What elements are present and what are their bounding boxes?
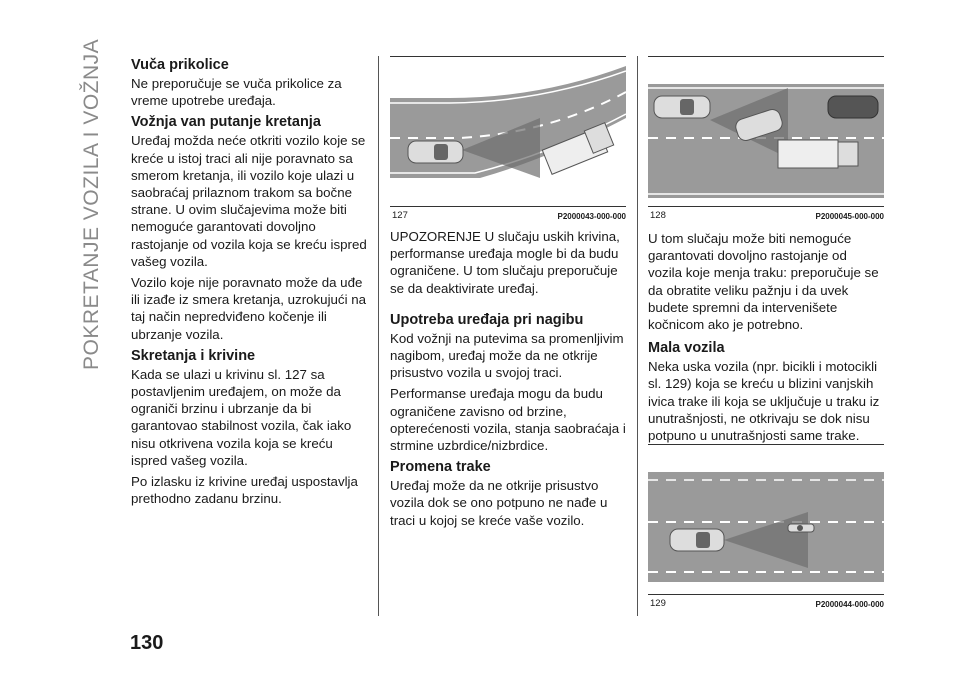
column-divider-1 [378, 56, 379, 616]
heading-trailer: Vuča prikolice [131, 57, 229, 73]
lane-change-illustration-icon [648, 58, 884, 204]
paragraph-slope-2: Performanse uređaja mogu da budu ograničene zavisno od brzine, opterećenosti vozila, stanja saobraćaja i strmine uzbrdice/nizbrdice. [390, 386, 626, 454]
paragraph-trailer: Ne preporučuje se vuča prikolice za vreme upotrebe uređaja. [131, 76, 342, 109]
figure-number: 127 [392, 210, 408, 221]
column-1 [131, 56, 367, 511]
figure-code-128: P2000045-000-000 [815, 212, 884, 221]
heading-curves: Skretanja i krivine [131, 347, 256, 364]
paragraph-small-vehicles: Neka uska vozila (npr. bicikli i motocikli sl. 129) koja se kreću u blizini vanjskih ivica trake ili koja se uključuje u traku iz unutrašnjosti, ne otkrivaju se dok nisu potpuno u unutrašnjosti same trake. [648, 359, 880, 444]
heading-lane-change: Promena trake [390, 459, 491, 476]
heading-slope: Upotreba uređaja pri nagibu [390, 311, 584, 328]
heading-offset-driving: Vožnja van putanje kretanja [131, 114, 321, 131]
chapter-title: POKRETANJE VOZILA I VOŽNJA [80, 38, 103, 370]
column-divider-2 [637, 56, 638, 616]
figure-128 [648, 56, 884, 222]
paragraph-slope-1: Kod vožnji na putevima sa promenljivim nagibom, uređaj može da ne otkrije prisustvo vozila u svojoj traci. [390, 330, 624, 381]
column-2 [390, 228, 626, 533]
paragraph-lane-change-advice: U tom slučaju može biti nemoguće garantovati dovoljno rastojanje od vozila koje menja traku: preporučuje se da obratite veliku pažnju i da uvek budete spremni da intervenišete kočnicom ako je potrebno. [648, 231, 879, 333]
paragraph-curves-1: Kada se ulazi u krivinu sl. 127 sa postavljenim uređajem, on može da ograniči brzinu i ubrzanje da bi garantovao stabilnost vozila, čak iako nisu otkrivena vozila koja se kreću ispred vašeg vozila. [131, 366, 352, 468]
paragraph-lane-change: Uređaj može da ne otkrije prisustvo vozila dok se ono potpuno ne nađe u traci u kojoj se kreće vaše vozilo. [390, 478, 608, 528]
figure-number-129: 129 [650, 598, 666, 609]
figure-129 [648, 444, 884, 610]
heading-small-vehicles: Mala vozila [648, 340, 725, 357]
motorcycle-illustration-icon [648, 450, 884, 590]
figure-code: P2000043-000-000 [557, 212, 626, 221]
paragraph-warning: UPOZORENJE U slučaju uskih krivina, performanse uređaja mogle bi da budu ograničene. U tom slučaju preporučuje se da deaktivirate uređaj. [390, 229, 620, 296]
paragraph-offset-2: Vozilo koje nije poravnato može da uđe ili izađe iz smera kretanja, uzrokujući na taj način nepredviđeno kočenje ili ubrzanje vozila. [131, 275, 367, 342]
chapter-sidebar [80, 40, 120, 370]
paragraph-curves-2: Po izlasku iz krivine uređaj uspostavlja prethodno zadanu brzinu. [131, 474, 358, 507]
figure-number-128: 128 [650, 210, 666, 221]
figure-127 [390, 56, 626, 222]
paragraph-offset-1: Uređaj možda neće otkriti vozilo koje se kreće u istoj traci ali nije poravnato sa smerom kretanja, ili vozilo koje ulazi u saobraćaj prilaznom trakom sa bočne strane. U ovim slučajevima može biti nemoguće garantovati dovoljno rastojanje od vozila koja se kreću ispred vašeg vozila. [131, 133, 367, 269]
figure-code-129: P2000044-000-000 [815, 600, 884, 609]
car-curve-illustration-icon [390, 58, 626, 204]
column-3 [648, 230, 884, 448]
page-number: 130 [130, 632, 164, 654]
